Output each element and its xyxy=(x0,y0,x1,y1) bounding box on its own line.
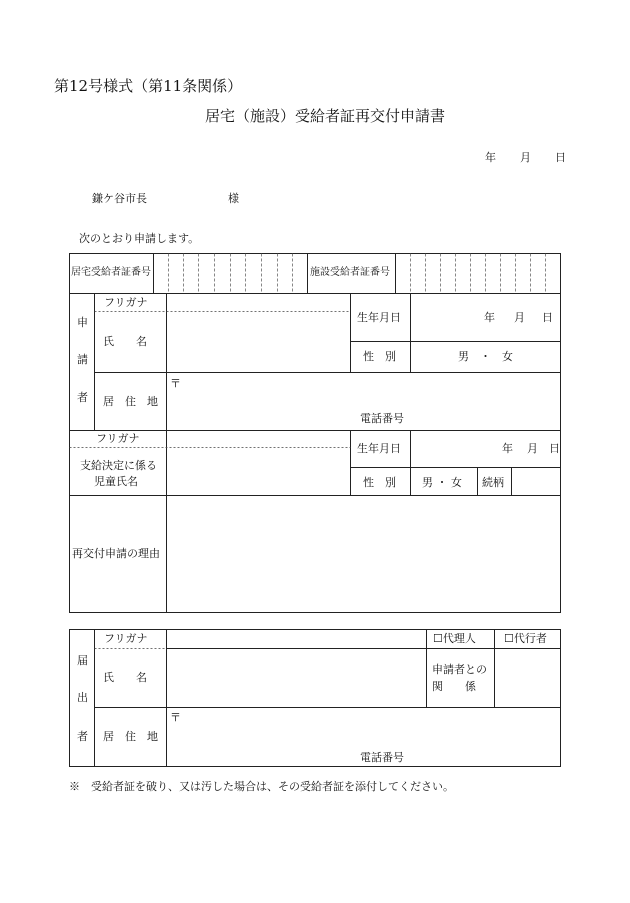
notifier-side-label-2: 出 xyxy=(77,691,88,704)
form-number: 第12号様式（第11条関係） xyxy=(54,77,243,95)
applicant-furigana-label: フリガナ xyxy=(104,296,148,309)
footnote: ※ 受給者証を破り、又は汚した場合は、その受給者証を添付してください。 xyxy=(69,780,454,793)
home-cert-number-label: 居宅受給者証番号 xyxy=(71,267,151,278)
intro-text: 次のとおり申請します。 xyxy=(79,232,200,245)
addressee-honorific: 様 xyxy=(228,192,239,205)
date-day-label: 日 xyxy=(555,151,566,164)
notifier-side-label-3: 者 xyxy=(77,730,88,743)
applicant-sex-label: 性 別 xyxy=(363,350,396,363)
child-birth-day: 日 xyxy=(549,442,560,455)
notifier-postal-mark: 〒 xyxy=(170,711,181,724)
child-name-label-line1: 支給決定に係る xyxy=(80,459,157,472)
date-month-label: 月 xyxy=(520,151,531,164)
notifier-relation-label-line1: 申請者との xyxy=(432,663,487,676)
notifier-phone-label: 電話番号 xyxy=(360,751,404,764)
applicant-birth-day: 日 xyxy=(542,311,553,324)
notifier-name-label: 氏 名 xyxy=(103,671,147,684)
applicant-postal-mark: 〒 xyxy=(170,377,181,390)
notifier-agent-checkbox[interactable]: ☐代理人 xyxy=(433,632,476,645)
notifier-side-label-1: 届 xyxy=(77,654,88,667)
applicant-side-label-1: 申 xyxy=(77,316,88,329)
notifier-proxy-checkbox[interactable]: ☐代行者 xyxy=(504,632,547,645)
facility-cert-number-label: 施設受給者証番号 xyxy=(310,267,390,278)
child-sex-label: 性 別 xyxy=(363,476,396,489)
applicant-side-label-2: 請 xyxy=(77,353,88,366)
child-name-label-line2: 児童氏名 xyxy=(94,475,138,488)
child-relationship-label: 続柄 xyxy=(482,476,504,489)
reason-label: 再交付申請の理由 xyxy=(72,547,160,560)
applicant-sex-options: 男 ・ 女 xyxy=(458,350,513,363)
applicant-birth-month: 月 xyxy=(514,311,525,324)
applicant-name-label: 氏 名 xyxy=(103,335,147,348)
applicant-phone-label: 電話番号 xyxy=(360,412,404,425)
applicant-address-label: 居 住 地 xyxy=(103,395,158,408)
page-title: 居宅（施設）受給者証再交付申請書 xyxy=(205,107,446,125)
notifier-furigana-label: フリガナ xyxy=(104,632,148,645)
child-sex-options: 男 ・ 女 xyxy=(422,476,462,489)
applicant-birth-year: 年 xyxy=(484,311,495,324)
child-birthdate-label: 生年月日 xyxy=(357,442,401,455)
applicant-side-label-3: 者 xyxy=(77,391,88,404)
child-birth-month: 月 xyxy=(527,442,538,455)
applicant-birthdate-label: 生年月日 xyxy=(357,311,401,324)
child-furigana-label: フリガナ xyxy=(96,432,140,445)
notifier-address-label: 居 住 地 xyxy=(103,730,158,743)
date-year-label: 年 xyxy=(485,151,496,164)
child-birth-year: 年 xyxy=(502,442,513,455)
addressee-name: 鎌ケ谷市長 xyxy=(92,192,147,205)
notifier-relation-label-line2: 関 係 xyxy=(432,680,476,693)
